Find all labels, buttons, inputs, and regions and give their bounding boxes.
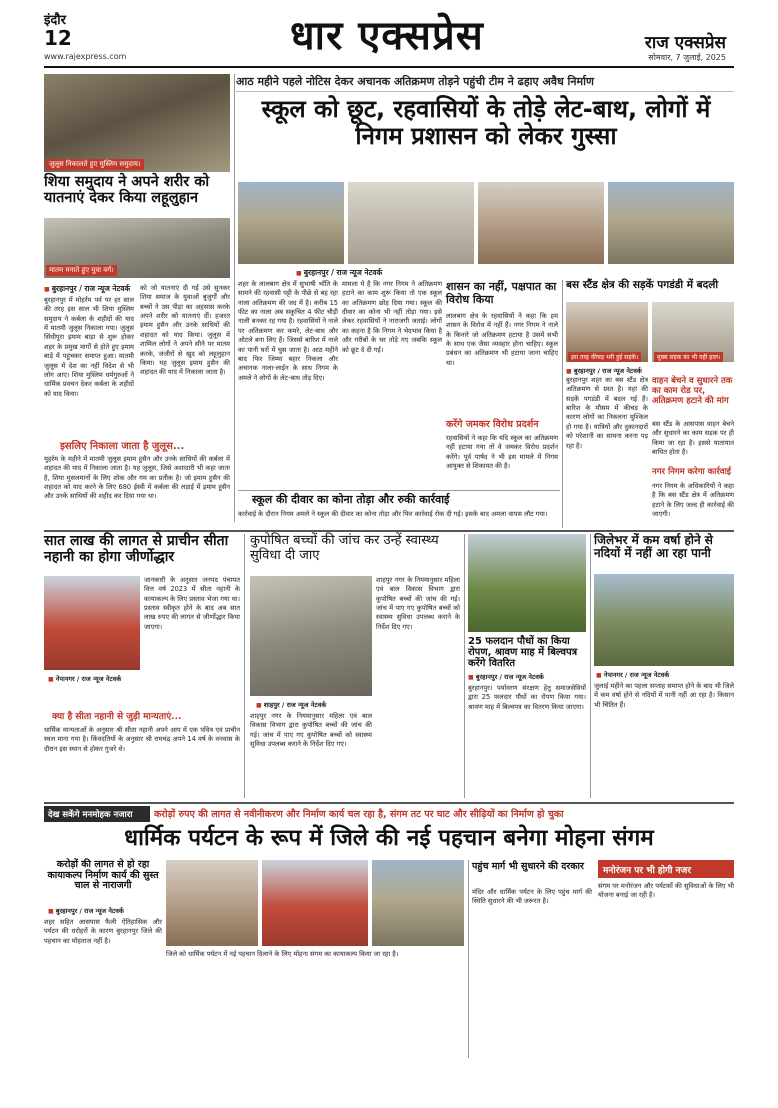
partner-logo: राज एक्सप्रेस (644, 33, 726, 53)
box-heading: वाहन बेचने व सुधारने तक का काम रोड पर, अतिक्रमण हटाने की मांग (652, 376, 733, 407)
side-headline: करोड़ों की लागत से हो रहा कायाकल्प निर्माण कार्य की सुस्त चाल से नाराजगी (47, 859, 159, 892)
demolition-photo-4 (608, 182, 734, 264)
procession-photo (44, 74, 230, 172)
demolition-photo-2 (348, 182, 474, 264)
article-body: जुलाई महीने का पहला सप्ताह समाप्त होने के बाद भी जिले में कम वर्षा होने से नदियों में पानी नहीं आ रहा है। किसान भी चिंतित हैं। (594, 682, 734, 709)
photo-caption: जुलूस निकालते हुए मुस्लिम समुदाय। (46, 159, 144, 170)
photo-caption: मातम मनाते हुए युवा वर्ग। (46, 265, 117, 276)
left-headline: शिया समुदाय ने अपने शरीर को यातनाएं देकर किया लहूलुहान (44, 174, 210, 207)
temple-photo (44, 576, 140, 670)
byline: ■ बुरहानपुर / राज न्यूज नेटवर्क (48, 906, 124, 915)
column-divider (562, 280, 563, 528)
sub-headline: स्कूल की दीवार का कोना तोड़ा और रुकी कार्रवाई (252, 493, 450, 506)
article-body: मुहर्रम के महीने में मातमी जुलूस इमाम हुसैन और उनके साथियों की कर्बला में शहादत की याद में निकाला जाता है। यह जुलूस, जिसे अशादारी भी कहा जाता है, शिया मुसलमानों के लिए शोक और गम का प्रतीक है। जो इमाम हुसैन की शहादत को याद करने के लिए 680 ईस्वी में कर्बला की लड़ाई में इमाम हुसैन और उनके साथियों की शहीद कर दिया गया था। (44, 455, 230, 501)
byline: ■ बुरहानपुर / राज न्यूज नेटवर्क (296, 268, 382, 278)
sangam-steps-photo (262, 860, 368, 946)
article-body: लालबाग क्षेत्र के रहवासियों ने कहा कि हम शासन के विरोध में नहीं हैं। नगर निगम ने नाले के किनारे जो अतिक्रमण हटाया है उसमें सभी के साथ एक जैसा व्यवहार होना चाहिए। स्कूल प्रबंधन का अतिक्रमण भी हटाया जाना चाहिए था। (446, 312, 558, 367)
article-body: शाहपुर नगर के नियमानुसार महिला एवं बाल विकास विभाग द्वारा कुपोषित बच्चों की जांच की गई। जांच में पाए गए कुपोषित बच्चों को स्वास्थ्य सुविधा उपलब्ध कराने के निर्देश दिए गए। (376, 576, 460, 631)
photo-caption: मुख्य सड़क का भी यही हाल। (654, 352, 723, 362)
photo-caption: इस तरह कीचड़ भरी हुई सड़कें। (568, 352, 641, 362)
article-body: बस स्टैंड के आसपास वाहन बेचने और सुधारने का काम सड़क पर ही किया जा रहा है। इससे यातायात बाधित होता है। (652, 420, 734, 457)
bottom-headline: धार्मिक पर्यटन के रूप में जिले की नई पहचान बनेगा मोहना संगम (124, 825, 654, 851)
article-body: शाहपुर नगर के नियमानुसार महिला एवं बाल विकास विभाग द्वारा कुपोषित बच्चों की जांच की गई। जांच में पाए गए कुपोषित बच्चों को स्वास्थ्य सुविधा उपलब्ध कराने के निर्देश दिए गए। (250, 712, 372, 749)
bus-stand-headline: बस स्टैंड क्षेत्र की सड़कें पगडंडी में बदली (566, 279, 719, 291)
demolition-photo-1 (238, 182, 344, 264)
section-rule (44, 530, 734, 532)
article-body: धार्मिक मान्यताओं के अनुसार श्री सीता नहानी अपने आप में एक पवित्र एवं प्राचीन स्थल माना गया है। किंवदंतियों के अनुसार श्री रामचंद्र अपने 14 वर्ष के वनवास के दौरान इस स्थान से होकर गुजरे थे। (44, 726, 240, 753)
section-tag: देख सकेंगे मनमोहक नजारा (44, 806, 150, 822)
plants-headline: 25 फलदान पौधों का किया रोपण, श्रावण माह में बिल्वपत्र करेंगे वितरित (468, 636, 578, 670)
health-check-photo (250, 576, 372, 696)
byline: ■ बुरहानपुर / राज न्यूज नेटवर्क (468, 672, 544, 681)
masthead (0, 0, 778, 68)
column-divider (590, 534, 591, 798)
article-body: जानकारी के अनुसार जनपद पंचायत वित्त वर्ष 2023 में सीता नहानी के कायाकल्प के लिए प्रस्ताव भेजा गया था। प्रस्ताव स्वीकृत होने के बाद अब सात लाख रुपए की लागत से जीर्णोद्धार किया जाएगा। (144, 576, 240, 631)
column-divider (244, 534, 245, 798)
column-divider (234, 74, 235, 522)
article-body: को जो यातनाएं दी गईं उसे सुनकर शिया समाज के युवाओं बुजुर्गों और बच्चों ने उस पीड़ा का अहसास करके अपने शरीर को यातनाएं दीं। हजरत इमाम हुसैन और उनके साथियों की शहादत को याद किया। जुलूस में शामिल लोगों ने अपने सीने पर मातम करके, जंजीरों से खुद को लहूलुहान किया। यह जुलूस इमाम हुसैन की शहादत की याद में निकाला जाता है। (140, 284, 230, 377)
article-body: मंदिर और धार्मिक पर्यटन के लिए पहुंच मार्ग की स्थिति सुधारने की भी जरूरत है। (472, 888, 592, 906)
main-kicker: आठ महीने पहले नोटिस देकर अचानक अतिक्रमण तोड़ने पहुंची टीम ने ढहाए अवैध निर्माण (236, 74, 734, 92)
subheading: क्या है सीता नहानी से जुड़ी मान्यताएं... (52, 712, 182, 722)
planting-photo (468, 534, 586, 632)
byline: ■ बुरहानपुर / राज न्यूज नेटवर्क (44, 284, 130, 294)
main-headline: स्कूल को छूट, रहवासियों के तोड़े लेट-बाथ, लोगों में निगम प्रशासन को लेकर गुस्सा (261, 95, 711, 150)
bottom-kicker: करोड़ों रुपए की लागत से नवीनीकरण और निर्माण कार्य चल रहा है, संगम तट पर घाट और सीढ़ियों का निर्माण हो चुका (154, 809, 564, 820)
sangam-photo-3 (372, 860, 464, 946)
article-body: बुरहानपुर में मोहर्रम पर्व पर हर साल की तरह इस साल भी शिया मुस्लिम समुदाय ने कर्बला के शहीदों की याद में मातमी जुलूस निकाला गया। जुलूस सिंधीपुरा इमाम बाड़ा से शुरू होकर शहर के प्रमुख मार्गों से होते हुए इमाम बाड़े में पहुंचकर समाप्त हुआ। मातमी जुलूस में देश का नहीं विदेश से भी लोग आए। शिया मुस्लिम धर्मगुरुओं ने धार्मिक प्रवचन देकर कर्बला के शहीदों को याद किया। (44, 296, 134, 398)
river-photo (594, 574, 734, 666)
article-body: नगर निगम के अधिकारियों ने कहा है कि बस स्टैंड क्षेत्र में अतिक्रमण हटाने के लिए जल्द ही कार्रवाई की जाएगी। (652, 482, 734, 519)
article-body: रहवासियों ने कहा कि यदि स्कूल का अतिक्रमण नहीं हटाया गया तो वे जमकर विरोध प्रदर्शन करेंगे। पूर्व पार्षद ने भी इस मामले में निगम आयुक्त से शिकायत की है। (446, 434, 558, 471)
section-rule (44, 802, 734, 804)
masthead-rule (44, 66, 734, 68)
column-divider (464, 534, 465, 798)
subheading: नगर निगम करेगा कार्रवाई (652, 467, 731, 477)
byline: ■ शाहपुर / राज न्यूज नेटवर्क (256, 700, 326, 709)
byline: ■ नेपानगर / राज न्यूज नेटवर्क (48, 674, 121, 683)
box-heading: शासन का नहीं, पक्षपात का विरोध किया (446, 280, 557, 307)
article-body: मामला ये है कि नगर निगम ने अतिक्रमण हटाने का काम शुरू किया तो एक स्कूल का अतिक्रमण छोड़ दिया गया। स्कूल की दीवार का कोना भी नहीं तोड़ा गया। इसे लेकर रहवासियों ने नाराजगी जताई। लोगों का कहना है कि निगम ने भेदभाव किया है और गरीबों के घर तोड़े गए जबकि स्कूल को छूट दे दी गई। (342, 280, 442, 354)
article-body: जिले को धार्मिक पर्यटन में नई पहचान दिलाने के लिए मोहना संगम का कायाकल्प किया जा रहा है। (166, 950, 399, 958)
demolition-photo-3 (478, 182, 604, 264)
edition-label: इंदौर (44, 13, 66, 28)
section-rule (238, 490, 560, 491)
byline: ■ बुरहानपुर / राज न्यूज नेटवर्क (566, 366, 642, 375)
fun-heading: मनोरंजन पर भी होगी नजर (598, 860, 734, 878)
subheading: करेंगे जमकर विरोध प्रदर्शन (446, 419, 539, 430)
article-body: बुरहानपुर शहर का बस स्टैंड क्षेत्र अतिक्रमण से ग्रस्त है। यहां की सड़कें पगडंडी में बदल गई हैं। बारिश के मौसम में कीचड़ के कारण लोगों का निकलना मुश्किल हो गया है। यात्रियों और दुकानदारों को परेशानी का सामना करना पड़ रहा है। (566, 376, 648, 450)
road-heading: पहुंच मार्ग भी सुधारने की दरकार (472, 861, 584, 872)
site-url[interactable]: www.rajexpress.com (44, 52, 127, 61)
article-body: कार्रवाई के दौरान निगम अमले ने स्कूल की दीवार का कोना तोड़ा और फिर कार्रवाई रोक दी गई। इसके बाद अमला वापस लौट गया। (238, 510, 548, 518)
dateline: सोमवार, 7 जुलाई, 2025 (648, 53, 726, 62)
rain-headline: जिलेभर में कम वर्षा होने से नदियों में नहीं आ रहा पानी (594, 533, 713, 561)
sita-headline: सात लाख की लागत से प्राचीन सीता नहानी का होगा जीर्णोद्धार (44, 533, 229, 565)
sangam-photo-1 (166, 860, 258, 946)
brand-logo: धार एक्सप्रेस (290, 12, 484, 59)
page-number: 12 (44, 26, 72, 50)
nutrition-headline: कुपोषित बच्चों की जांच कर उन्हें स्वास्थ्य सुविधा दी जाए (250, 533, 439, 563)
article-body: शहर सहित आसपास फैली ऐतिहासिक और पर्यटन की धरोहरों के कारण बुरहानपुर जिले की पहचान का मोहताज नहीं है। (44, 918, 162, 945)
article-body: संगम पर मनोरंजन और पर्यटकों की सुविधाओं के लिए भी योजना बनाई जा रही है। (598, 882, 734, 900)
subheading: इसलिए निकाला जाता है जुलूस... (60, 441, 185, 452)
article-body: बुरहानपुर। पर्यावरण संरक्षण हेतु समाजसेवियों द्वारा 25 फलदार पौधों का रोपण किया गया। श्रावण माह में बिल्वपत्र का वितरण किया जाएगा। (468, 684, 586, 711)
byline: ■ नेपानगर / राज न्यूज नेटवर्क (596, 670, 669, 679)
article-body: शहर के लालबाग क्षेत्र में सुभाषी भाँति के सामने की रहवासी पट्टी के पीछे से बह रहा नाला अतिक्रमण की जद में है। करीब 15 फीट का नाला अब सकुचित 4 फीट चौड़ी नाली बनकर रह गया है। रहवासियों ने नाले पर अतिक्रमण कर कमरे, लेट-बाथ और ओटले बना लिए हैं। जिससे बारिश में नाले का पानी घरों में घुस जाता है। आठ महीने बाद फिर जिम्मा बहार निकला और अचानक नाला-लाईन के साथ निगम के अमले ने लोगों के लेट-बाथ तोड़ दिए। (238, 280, 338, 382)
column-divider (468, 860, 469, 1058)
